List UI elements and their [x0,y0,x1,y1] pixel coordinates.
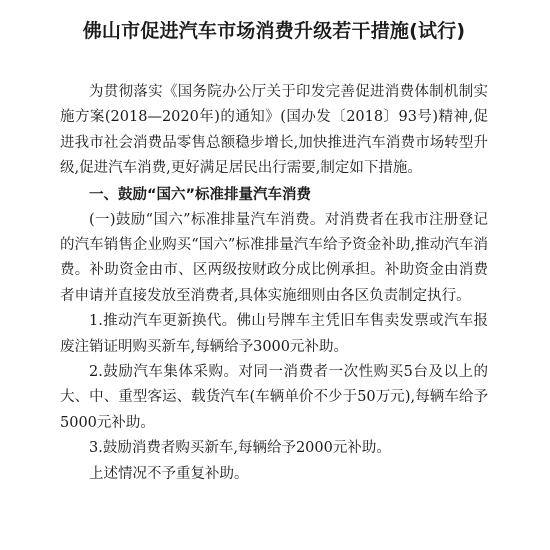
intro-paragraph: 为贯彻落实《国务院办公厅关于印发完善促进消费体制机制实施方案(2018—2020年)的通知》(国办发〔2018〕93号)精神,促进我市社会消费品零售总额稳步增长,加快推进汽车消费市场转型升级,促进汽车消费,更好满足居民出行需要,制定如下措施。 [60,84,488,177]
section-heading-1: 一、鼓励“国六”标准排量汽车消费 [89,186,312,203]
item-paragraph-1: (一)鼓励“国六”标准排量汽车消费。对消费者在我市注册登记的汽车销售企业购买“国六”标准排量汽车给予资金补助,推动汽车消费。补助资金由市、区两级按财政分成比例承担。补助资金由消费者申请并直接发放至消费者,具体实施细则由各区负责制定执行。 [60,211,488,304]
point-paragraph-2: 2.鼓励汽车集体采购。对同一消费者一次性购买5台及以上的大、中、重型客运、载货汽车(车辆单价不少于50万元),每辆车给予5000元补助。 [60,364,488,431]
point-paragraph-1: 1.推动汽车更新换代。佛山号牌车主凭旧车售卖发票或汽车报废注销证明购买新车,每辆给予3000元补助。 [60,313,488,355]
point-paragraph-3: 3.鼓励消费者购买新车,每辆给予2000元补助。 [89,440,391,457]
note-paragraph: 上述情况不予重复补助。 [89,465,249,482]
title-spacer [60,44,488,80]
document-title: 佛山市促进汽车市场消费升级若干措施(试行) [82,20,466,42]
